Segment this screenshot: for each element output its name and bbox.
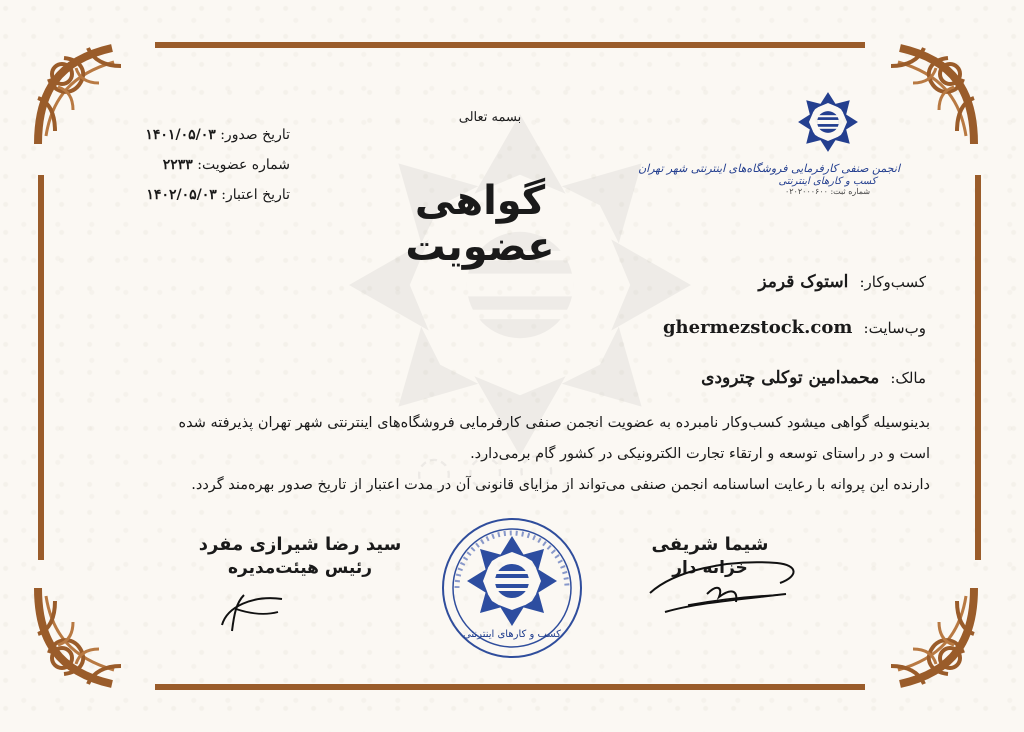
owner-field: [701, 368, 926, 388]
treasurer-signature-mark: [640, 545, 805, 625]
certificate-body: [88, 408, 930, 501]
certificate-title: گواهی عضویت: [405, 178, 555, 270]
owner-label: مالک:: [890, 369, 926, 387]
ornate-corner-icon: [870, 580, 982, 692]
business-label: کسب‌وکار:: [859, 273, 926, 291]
body-line-3: دارنده این پروانه با رعایت اساسنامه انجمن صنفی می‌تواند از مزایای قانونی آن در مدت اعتبار از تاریخ صدور بهره‌مند گردد.: [191, 477, 930, 493]
treasurer-role: خزانه دار: [672, 558, 748, 578]
treasurer-name: شیما شریفی: [651, 534, 769, 555]
frame-top-border: [155, 42, 865, 48]
issue-date-label: تاریخ صدور:: [220, 127, 290, 143]
business-value: استوک قرمز: [758, 272, 849, 292]
validity-date-value: ۱۴۰۲/۰۵/۰۳: [146, 187, 217, 203]
organization-logo: [638, 88, 900, 197]
watermark-text: ◌ ◌ ◌: [414, 442, 556, 497]
organization-name: انجمن صنفی کارفرمایی فروشگاه‌های اینترنتی شهر تهران: [638, 162, 900, 175]
organization-registration: شماره ثبت: ۰۲۰۲۰۰۰۶۰۰: [784, 187, 871, 197]
owner-value: محمدامین توکلی چترودی: [701, 368, 880, 388]
issue-date-row: [130, 120, 290, 150]
website-value: ghermezstock.com: [662, 317, 853, 338]
chairman-signature-block: [185, 534, 415, 578]
seal-bottom-text: کسب و کارهای اینترنتی: [463, 629, 561, 640]
frame-left-border: [38, 175, 44, 560]
issue-date-value: ۱۴۰۱/۰۵/۰۳: [145, 127, 216, 143]
bismillah-text: بسمه تعالی: [458, 110, 522, 125]
website-label: وب‌سایت:: [863, 319, 926, 337]
ornate-corner-icon: [30, 580, 142, 692]
body-line-2: است و در راستای توسعه و ارتقاء تجارت الکترونیکی در کشور گام برمی‌دارد.: [470, 446, 930, 462]
membership-number-row: [130, 150, 290, 180]
frame-right-border: [975, 175, 981, 560]
official-seal-icon: [437, 513, 587, 663]
website-field: [663, 317, 926, 338]
membership-number-label: شماره عضویت:: [197, 157, 290, 173]
ornate-corner-icon: [30, 40, 142, 152]
chairman-signature-mark: [214, 587, 294, 637]
frame-bottom-border: [155, 684, 865, 690]
membership-number-value: ۲۲۳۳: [162, 157, 193, 173]
chairman-name: سید رضا شیرازی مفرد: [198, 534, 402, 555]
body-line-1: بدینوسیله گواهی میشود کسب‌وکار نامبرده به عضویت انجمن صنفی کارفرمایی فروشگاه‌های اینترنتی شهر تهران پذیرفته شده: [178, 415, 930, 431]
validity-date-row: [130, 180, 290, 210]
association-logo-icon: [794, 88, 862, 156]
organization-subtitle: کسب و کارهای اینترنتی: [778, 175, 877, 187]
chairman-role: رئیس هیئت‌مدیره: [227, 558, 373, 578]
business-field: [758, 272, 926, 292]
certificate-metadata: [130, 120, 290, 210]
validity-date-label: تاریخ اعتبار:: [221, 187, 290, 203]
